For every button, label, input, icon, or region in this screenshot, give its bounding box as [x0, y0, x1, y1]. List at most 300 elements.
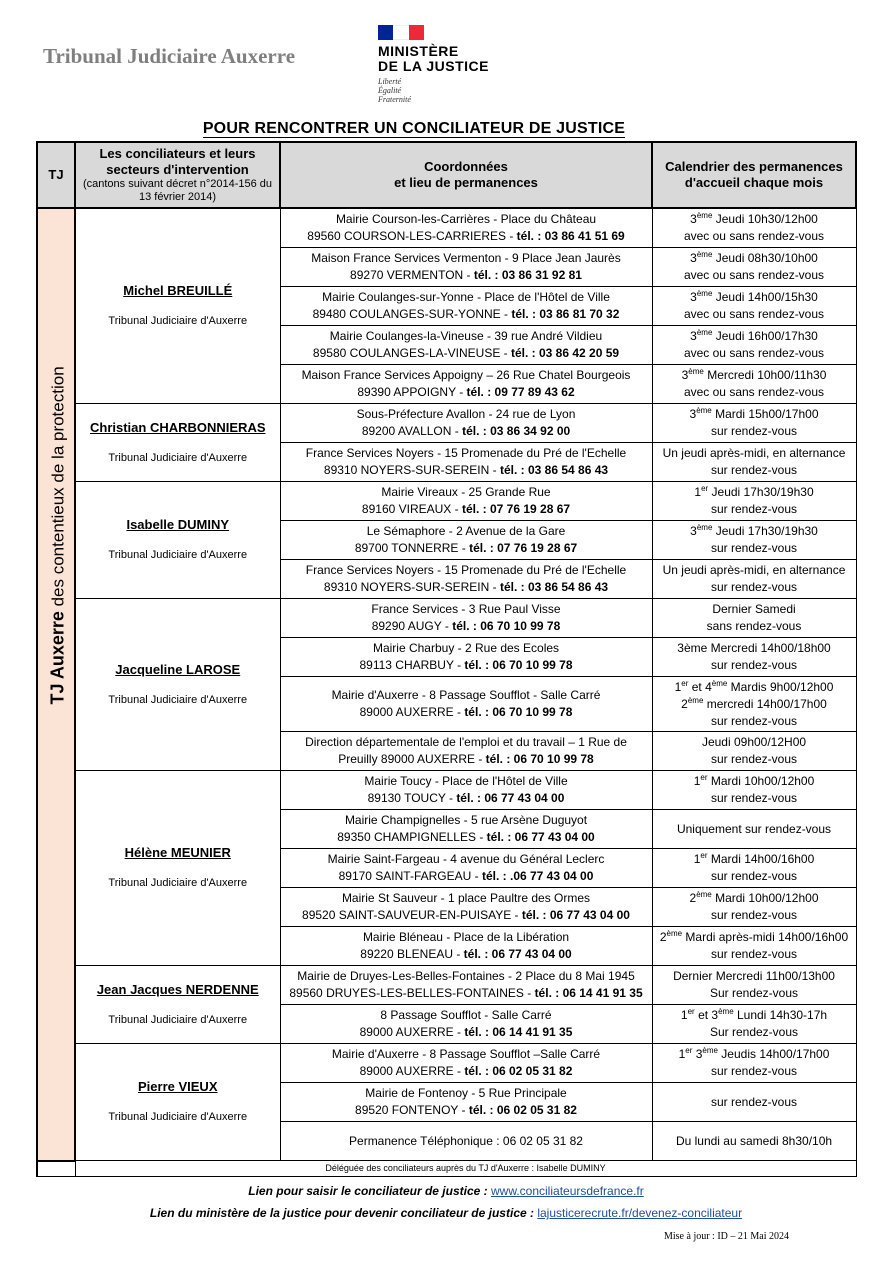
cal-sup: ème	[696, 328, 713, 337]
calendar-cell	[652, 482, 856, 521]
conciliator-tj: Tribunal Judiciaire d'Auxerre	[108, 693, 248, 706]
location-city: 89390 APPOIGNY -	[357, 385, 467, 399]
cal-b: Mardi 10h00/12h00	[707, 774, 815, 788]
location-tel: tél. : 03 86 81 70 32	[511, 307, 620, 321]
calendar-line2: avec ou sans rendez-vous	[683, 268, 825, 282]
location-line2	[281, 501, 652, 518]
calendar-cell	[652, 810, 856, 849]
cal-a: 3	[689, 407, 697, 421]
cal-a: 3	[690, 251, 697, 265]
cal-b: Jeudi 14h00/15h30	[712, 290, 818, 304]
location-line2	[281, 657, 652, 674]
location-cell	[280, 365, 652, 404]
cal-b: 3	[692, 1047, 703, 1061]
calendar-line1	[653, 406, 856, 423]
calendar-cell	[652, 443, 856, 482]
flag-blue	[378, 25, 393, 40]
flag-white	[393, 25, 408, 40]
location-line2	[281, 751, 652, 768]
calendar-cell	[652, 287, 856, 326]
conciliator-tj: Tribunal Judiciaire d'Auxerre	[108, 1111, 248, 1123]
calendar-line-extra	[653, 696, 856, 713]
location-city: 89160 VIREAUX -	[361, 502, 462, 516]
motto-fraternite: Fraternité	[378, 95, 411, 104]
calendar-line1	[653, 851, 856, 868]
cal-sup: ème	[666, 929, 683, 938]
calendar-line2: avec ou sans rendez-vous	[683, 307, 825, 321]
location-line1: Sous-Préfecture Avallon - 24 rue de Lyon	[356, 407, 576, 421]
cal-b: Mardi 14h00/16h00	[707, 852, 815, 866]
table-row	[37, 599, 856, 638]
location-line2	[281, 345, 652, 362]
location-cell	[280, 732, 652, 771]
cal-sup: er	[700, 773, 708, 782]
location-line2	[281, 579, 652, 596]
conciliator-name: Pierre VIEUX	[138, 1079, 218, 1094]
location-line1: Mairie Saint-Fargeau - 4 avenue du Général Leclerc	[327, 852, 605, 866]
calendar-line1	[653, 734, 856, 751]
location-line1: Mairie Bléneau - Place de la Libération	[362, 930, 570, 944]
location-tel: tél. : 06 70 10 99 78	[464, 705, 573, 719]
location-line1: Mairie d'Auxerre - 8 Passage Soufflot - Salle Carré	[331, 688, 601, 702]
calendar-line1	[653, 679, 856, 696]
location-tel: tél. : 06 77 43 04 00	[463, 947, 572, 961]
location-line1: Mairie Charbuy - 2 Rue des Ecoles	[372, 641, 560, 655]
cal-c: Jeudis 14h00/17h00	[717, 1047, 830, 1061]
calendar-cell	[652, 771, 856, 810]
link-1-label: Lien pour saisir le conciliateur de justice :	[248, 1184, 491, 1198]
location-line2	[281, 267, 652, 284]
cal-b: Mardi 15h00/17h00	[711, 407, 819, 421]
cal-b: Jeudi 10h30/12h00	[712, 212, 818, 226]
conciliator-tj: Tribunal Judiciaire d'Auxerre	[108, 877, 248, 889]
calendar-line2: avec ou sans rendez-vous	[683, 385, 825, 399]
location-cell	[280, 810, 652, 849]
calendar-cell	[652, 1083, 856, 1122]
calendar-line1	[653, 1094, 856, 1111]
cal-x: 2	[681, 696, 688, 711]
calendar-line1	[653, 773, 856, 790]
page-title	[0, 120, 828, 138]
conciliator-tj: Tribunal Judiciaire d'Auxerre	[108, 549, 248, 561]
location-city: 89000 AUXERRE -	[359, 1025, 465, 1039]
location-line1: Mairie Toucy - Place de l'Hôtel de Ville	[364, 774, 568, 788]
cal-a: 3	[690, 290, 697, 304]
location-tel: tél. : 09 77 89 43 62	[466, 385, 575, 399]
location-tel: tél. : 03 86 31 92 81	[473, 268, 582, 282]
location-tel: tél. : 06 14 41 91 35	[464, 1025, 573, 1039]
side-label-text	[47, 366, 68, 705]
cal-b: Jeudi 16h00/17h30	[712, 329, 818, 343]
cal-a: Un jeudi après-midi, en alternance	[662, 563, 846, 577]
update-date: Mise à jour : ID – 21 Mai 2024	[664, 1231, 789, 1242]
location-cell	[280, 521, 652, 560]
location-cell	[280, 771, 652, 810]
cal-a: 1	[674, 679, 682, 694]
calendar-line2: avec ou sans rendez-vous	[683, 229, 825, 243]
location-cell	[280, 599, 652, 638]
location-line1: Le Sémaphore - 2 Avenue de la Gare	[366, 524, 566, 538]
calendar-line2: sur rendez-vous	[710, 869, 798, 883]
conciliator-name: Jean Jacques NERDENNE	[96, 981, 259, 997]
conciliator-cell	[75, 599, 280, 771]
location-cell	[280, 482, 652, 521]
table-row	[37, 404, 856, 443]
location-city: 89270 VERMENTON -	[350, 268, 474, 282]
cal-a: 1	[694, 485, 702, 499]
table-row	[37, 771, 856, 810]
calendar-line2: sur rendez-vous	[710, 908, 798, 922]
calendar-line2: sur rendez-vous	[710, 658, 798, 672]
calendar-line1	[653, 523, 856, 540]
location-cell	[280, 1044, 652, 1083]
conciliator-name: Christian CHARBONNIERAS	[89, 419, 266, 435]
calendar-cell	[652, 1044, 856, 1083]
location-cell	[280, 888, 652, 927]
calendar-line2: sur rendez-vous	[710, 424, 798, 438]
location-line2	[281, 790, 652, 807]
cal-sup: ème	[696, 523, 713, 532]
col-conciliators-title: Les conciliateurs et leurs secteurs d'intervention	[99, 146, 256, 177]
cal-b: Mercredi 10h00/11h30	[703, 368, 827, 382]
col-coordinates	[280, 142, 652, 208]
calendar-line1	[653, 1007, 856, 1024]
location-line1: Mairie d'Auxerre - 8 Passage Soufflot –Salle Carré	[331, 1047, 601, 1061]
cal-a: 3	[681, 368, 689, 382]
location-cell	[280, 927, 652, 966]
cal-b: Mardi après-midi 14h00/16h00	[682, 930, 849, 944]
calendar-line2: sans rendez-vous	[706, 619, 802, 633]
location-tel: tél. : 03 86 54 86 43	[499, 580, 609, 594]
table-row	[37, 1044, 856, 1083]
table-footer-row	[37, 1161, 856, 1177]
location-tel: tél. : 07 76 19 28 67	[461, 502, 571, 516]
calendar-line1	[653, 328, 856, 345]
calendar-line2: sur rendez-vous	[710, 791, 798, 805]
location-cell	[280, 287, 652, 326]
cal-b: et 3	[694, 1008, 719, 1022]
link-2-label: Lien du ministère de la justice pour devenir conciliateur de justice :	[149, 1206, 538, 1220]
location-tel: tél. : 06 77 43 04 00	[486, 830, 595, 844]
calendar-cell	[652, 208, 856, 248]
location-cell	[280, 404, 652, 443]
location-tel: tél. : .06 77 43 04 00	[481, 869, 594, 883]
calendar-cell	[652, 677, 856, 732]
location-line1: Mairie Coulanges-sur-Yonne - Place de l'Hôtel de Ville	[322, 290, 610, 304]
location-tel: tél. : 06 02 05 31 82	[468, 1103, 577, 1117]
calendar-line2: avec ou sans rendez-vous	[683, 346, 825, 360]
location-tel: tél. : 03 86 42 20 59	[511, 346, 620, 360]
cal-c: Mardis 9h00/12h00	[727, 679, 834, 694]
side-label	[37, 208, 75, 1161]
cal-a: Un jeudi après-midi, en alternance	[662, 446, 846, 460]
calendar-line1	[653, 562, 856, 579]
motto-egalite: Égalité	[378, 86, 402, 95]
location-line2	[281, 907, 652, 924]
location-line2	[281, 985, 652, 1002]
calendar-line1	[653, 601, 856, 618]
conciliators-table	[36, 141, 857, 1177]
location-tel: tél. : 06 70 10 99 78	[464, 658, 573, 672]
flag-red	[409, 25, 424, 40]
cal-b: Mardi 10h00/12h00	[711, 891, 819, 905]
calendar-line1	[653, 211, 856, 228]
calendar-cell	[652, 732, 856, 771]
cal-sup: ème	[696, 211, 713, 220]
conciliator-name: Hélène MEUNIER	[124, 845, 231, 860]
calendar-line2: Sur rendez-vous	[709, 986, 799, 1000]
location-line1: Mairie de Druyes-Les-Belles-Fontaines - 2 Place du 8 Mai 1945	[297, 969, 635, 983]
location-city: 89560 COURSON-LES-CARRIERES -	[307, 229, 517, 243]
col-calendar: Calendrier des permanences d'accueil chaque mois	[652, 142, 856, 208]
cal-a: Du lundi au samedi 8h30/10h	[675, 1133, 833, 1148]
location-cell	[280, 1122, 652, 1161]
location-line1: Permanence Téléphonique : 06 02 05 31 82	[349, 1133, 583, 1148]
location-tel: tél. : 07 76 19 28 67	[469, 541, 578, 555]
location-line2	[281, 618, 652, 635]
location-tel: tél. : 06 77 43 04 00	[456, 791, 565, 805]
location-line1: Mairie Vireaux - 25 Grande Rue	[381, 485, 551, 499]
cal-a: 2	[689, 891, 697, 905]
table-row	[37, 208, 856, 248]
calendar-line1	[653, 821, 856, 838]
cal-a: Dernier Mercredi 11h00/13h00	[673, 969, 835, 983]
calendar-cell	[652, 966, 856, 1005]
marianne-flag-icon	[378, 25, 424, 40]
location-cell	[280, 248, 652, 287]
calendar-line2: sur rendez-vous	[710, 580, 798, 594]
calendar-line2: sur rendez-vous	[710, 502, 798, 516]
location-line2	[281, 1102, 652, 1119]
conciliator-cell	[75, 771, 280, 966]
calendar-line2: sur rendez-vous	[710, 947, 798, 961]
cal-sup2: ème	[702, 1046, 718, 1055]
conciliateurs-link[interactable]: www.conciliateursdefrance.fr	[491, 1184, 644, 1198]
table-row	[37, 482, 856, 521]
conciliator-name: Jacqueline LAROSE	[115, 661, 241, 677]
location-line1: France Services Noyers - 15 Promenade du Pré de l'Echelle	[305, 563, 627, 577]
calendar-cell	[652, 888, 856, 927]
cal-a: 1	[693, 774, 701, 788]
cal-b: Jeudi 08h30/10h00	[712, 251, 818, 265]
calendar-line1	[653, 890, 856, 907]
cal-sup: er	[700, 851, 708, 860]
conciliator-tj: Tribunal Judiciaire d'Auxerre	[108, 315, 248, 327]
calendar-cell	[652, 365, 856, 404]
cal-a: 1	[680, 1008, 688, 1022]
location-city: 89130 TOUCY -	[367, 791, 457, 805]
cal-sup2: ème	[711, 678, 728, 688]
location-tel: tél. : 03 86 34 92 00	[462, 424, 571, 438]
calendar-cell	[652, 248, 856, 287]
ministry-line1: MINISTÈRE	[378, 43, 459, 59]
location-city: 89310 NOYERS-SUR-SEREIN -	[323, 463, 500, 477]
calendar-cell	[652, 599, 856, 638]
cal-a: 1	[678, 1047, 686, 1061]
col-coordinates-title: Coordonnées	[424, 159, 508, 174]
cal-sup: ème	[688, 367, 704, 376]
location-tel: tél. : 03 86 54 86 43	[499, 463, 609, 477]
location-city: 89000 AUXERRE -	[359, 1064, 465, 1078]
location-line1: Direction départementale de l'emploi et du travail – 1 Rue de	[305, 735, 627, 749]
location-city: 89580 COULANGES-LA-VINEUSE -	[312, 346, 511, 360]
conciliator-name: Michel BREUILLÉ	[123, 283, 233, 298]
location-line2	[281, 228, 652, 245]
location-line2	[281, 384, 652, 401]
location-tel: tél. : 03 86 41 51 69	[516, 229, 625, 243]
location-line1: Maison France Services Vermenton - 9 Place Jean Jaurès	[311, 251, 621, 265]
cal-sup: ème	[696, 289, 713, 298]
page-title-text: POUR RENCONTRER UN CONCILIATEUR DE JUSTICE	[202, 120, 626, 137]
location-cell	[280, 1083, 652, 1122]
cal-a: Uniquement sur rendez-vous	[676, 821, 832, 836]
cal-sup: ème	[696, 406, 712, 415]
calendar-line2: sur rendez-vous	[710, 713, 798, 728]
location-line1: Mairie St Sauveur - 1 place Paultre des Ormes	[341, 891, 591, 905]
location-city: 89200 AVALLON -	[361, 424, 463, 438]
location-tel: tél. : 06 77 43 04 00	[521, 908, 630, 922]
location-city: 89700 TONNERRE -	[354, 541, 470, 555]
location-city: 89290 AUGY -	[371, 619, 453, 633]
cal-b: et 4	[688, 679, 712, 694]
calendar-cell	[652, 638, 856, 677]
conciliator-cell	[75, 208, 280, 404]
location-city: 89520 FONTENOY -	[355, 1103, 469, 1117]
calendar-cell	[652, 521, 856, 560]
location-line1: Mairie Courson-les-Carrières - Place du Château	[335, 212, 597, 226]
side-label-rest: des contentieux de la protection	[48, 366, 68, 611]
cal-c: Lundi 14h30-17h	[733, 1008, 828, 1022]
calendar-line2: sur rendez-vous	[710, 541, 798, 555]
calendar-line2: sur rendez-vous	[710, 752, 798, 766]
location-cell	[280, 326, 652, 365]
calendar-line1	[653, 968, 856, 985]
location-city: 89350 CHAMPIGNELLES -	[337, 830, 487, 844]
footer-note: Déléguée des conciliateurs auprès du TJ d'Auxerre : Isabelle DUMINY	[75, 1161, 856, 1177]
table-row	[37, 966, 856, 1005]
location-cell	[280, 966, 652, 1005]
cal-a: 3	[690, 524, 697, 538]
location-cell	[280, 677, 652, 732]
location-line2	[281, 1024, 652, 1041]
location-city: 89310 NOYERS-SUR-SEREIN -	[323, 580, 500, 594]
location-line2	[281, 868, 652, 885]
calendar-line1	[653, 367, 856, 384]
calendar-line1	[653, 445, 856, 462]
conciliator-tj: Tribunal Judiciaire d'Auxerre	[108, 451, 248, 464]
location-city: 89113 CHARBUY -	[359, 658, 465, 672]
recrutement-link[interactable]: lajusticerecrute.fr/devenez-conciliateur	[537, 1206, 743, 1220]
location-line1: France Services - 3 Rue Paul Visse	[371, 602, 561, 616]
location-line1: Maison France Services Appoigny – 26 Rue Chatel Bourgeois	[301, 368, 631, 382]
calendar-cell	[652, 927, 856, 966]
cal-a: 3	[690, 329, 697, 343]
cal-sup2: ème	[718, 1007, 734, 1016]
col-conciliators	[75, 142, 280, 208]
cal-xs: ème	[687, 695, 704, 705]
conciliator-cell	[75, 966, 280, 1044]
location-tel: tél. : 06 70 10 99 78	[452, 619, 561, 633]
calendar-line1	[653, 484, 856, 501]
location-city: 89560 DRUYES-LES-BELLES-FONTAINES -	[289, 986, 535, 1000]
cal-a: sur rendez-vous	[710, 1094, 798, 1109]
location-city: 89170 SAINT-FARGEAU -	[338, 869, 482, 883]
calendar-line1	[653, 1046, 856, 1063]
location-line2	[281, 540, 652, 557]
location-line2	[281, 829, 652, 846]
cal-a: 2	[659, 930, 667, 944]
cal-a: 1	[693, 852, 701, 866]
table-header-row	[37, 142, 856, 208]
calendar-cell	[652, 560, 856, 599]
calendar-line2: sur rendez-vous	[710, 1064, 798, 1078]
cal-a: 3	[690, 212, 697, 226]
calendar-line1	[653, 640, 856, 657]
calendar-line1	[653, 250, 856, 267]
cal-a: Dernier Samedi	[712, 602, 796, 616]
conciliator-cell	[75, 1044, 280, 1161]
court-name: Tribunal Judiciaire Auxerre	[43, 44, 296, 68]
location-line2	[281, 704, 652, 721]
location-line1: 8 Passage Soufflot - Salle Carré	[380, 1008, 552, 1022]
cal-sup: er	[681, 678, 689, 688]
side-label-bold: TJ Auxerre	[47, 610, 68, 705]
cal-sup: er	[685, 1046, 693, 1055]
ministry-logo	[378, 25, 518, 125]
location-line1: Mairie Champignelles - 5 rue Arsène Duguyot	[344, 813, 588, 827]
location-line1: France Services Noyers - 15 Promenade du Pré de l'Echelle	[305, 446, 627, 460]
conciliator-cell	[75, 404, 280, 482]
location-city: 89520 SAINT-SAUVEUR-EN-PUISAYE -	[302, 908, 522, 922]
location-line2	[281, 462, 652, 479]
location-tel: tél. : 06 14 41 91 35	[534, 986, 643, 1000]
col-tj: TJ	[37, 142, 75, 208]
ministry-line2: DE LA JUSTICE	[378, 58, 489, 74]
location-line1: Mairie de Fontenoy - 5 Rue Principale	[365, 1086, 567, 1100]
cal-a: 3ème Mercredi 14h00/18h00	[677, 641, 831, 655]
cal-sup: er	[687, 1007, 695, 1016]
cal-b: Jeudi 17h30/19h30	[712, 524, 818, 538]
location-cell	[280, 1005, 652, 1044]
calendar-cell	[652, 326, 856, 365]
calendar-line1	[653, 289, 856, 306]
location-cell	[280, 208, 652, 248]
location-line2	[281, 946, 652, 963]
conciliator-tj: Tribunal Judiciaire d'Auxerre	[108, 1013, 248, 1026]
location-cell	[280, 849, 652, 888]
location-city: 89220 BLENEAU -	[360, 947, 464, 961]
calendar-cell	[652, 849, 856, 888]
cal-sup: ème	[696, 890, 712, 899]
calendar-line2: sur rendez-vous	[710, 463, 798, 477]
cal-xb: mercredi 14h00/17h00	[703, 696, 827, 711]
location-line2	[281, 1063, 652, 1080]
location-tel: tél. : 06 70 10 99 78	[485, 752, 594, 766]
location-tel: tél. : 06 02 05 31 82	[464, 1064, 573, 1078]
location-line1: Mairie Coulanges-la-Vineuse - 39 rue André Vildieu	[329, 329, 603, 343]
cal-a: Jeudi 09h00/12H00	[701, 735, 807, 749]
calendar-cell	[652, 1005, 856, 1044]
location-city: Preuilly 89000 AUXERRE -	[338, 752, 486, 766]
location-cell	[280, 638, 652, 677]
motto-liberte: Liberté	[378, 77, 402, 86]
calendar-cell	[652, 404, 856, 443]
cal-sup: er	[701, 484, 709, 493]
location-city: 89480 COULANGES-SUR-YONNE -	[312, 307, 512, 321]
location-line2	[281, 306, 652, 323]
link-line-1	[0, 1184, 892, 1198]
location-cell	[280, 560, 652, 599]
